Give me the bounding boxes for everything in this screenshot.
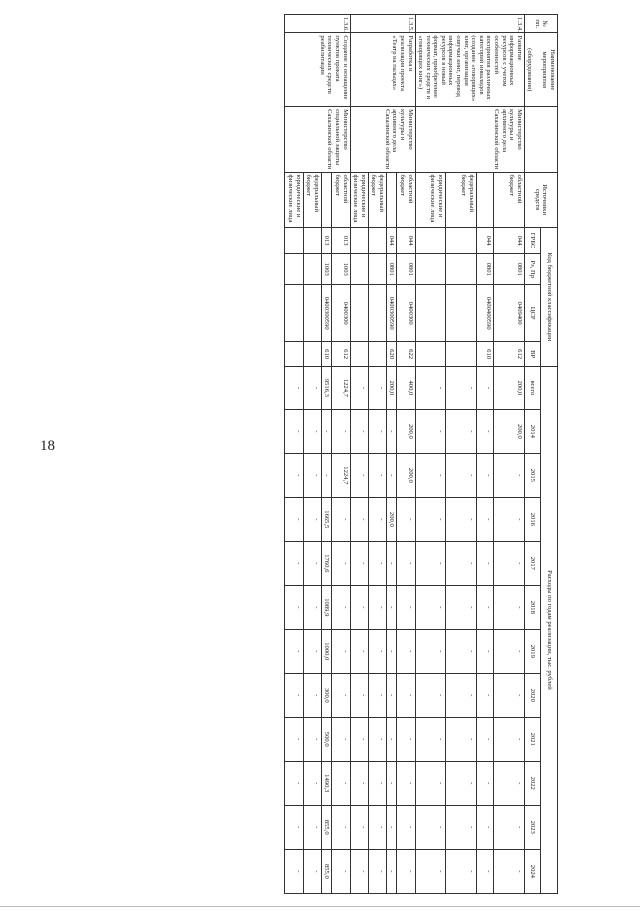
cell-expense-value: - bbox=[386, 805, 397, 849]
cell-expense-value: - bbox=[368, 366, 386, 409]
cell-expense-value: 1490,3 bbox=[321, 761, 332, 805]
cell-expense-value: 1224,7 bbox=[332, 453, 350, 497]
cell-expense-value: - bbox=[446, 366, 476, 409]
cell-csr bbox=[415, 285, 445, 342]
cell-vr bbox=[415, 342, 445, 367]
cell-expense-value: - bbox=[397, 717, 415, 761]
cell-rz-pr: 0801 bbox=[476, 254, 494, 285]
cell-expense-value: - bbox=[397, 805, 415, 849]
cell-expense-value: - bbox=[350, 366, 368, 409]
cell-grbs: 044 bbox=[476, 227, 494, 254]
cell-expense-value: - bbox=[446, 849, 476, 893]
cell-rz-pr: 1003 bbox=[332, 254, 350, 285]
cell-expense-value: - bbox=[476, 849, 494, 893]
cell-expense-value: - bbox=[494, 453, 524, 497]
cell-csr bbox=[368, 285, 386, 342]
cell-expense-value: - bbox=[386, 541, 397, 585]
cell-grbs: 013 bbox=[332, 227, 350, 254]
cell-expense-value: - bbox=[368, 761, 386, 805]
item-name: Развитие информационных ресурсов с учетом особенностей восприятия различных категорий инвалидов (создание «говорящих» книг, организация озвучки книг, перевод информационных ресурсов в новый формат, приобретение технических средств и «говорящих книг») bbox=[415, 33, 524, 107]
cell-expense-value: - bbox=[446, 673, 476, 717]
cell-expense-value: - bbox=[332, 849, 350, 893]
cell-expense-value: - bbox=[285, 849, 303, 893]
cell-expense-value: - bbox=[386, 849, 397, 893]
cell-grbs bbox=[303, 227, 321, 254]
cell-expense-value: - bbox=[476, 673, 494, 717]
cell-expense-value: - bbox=[368, 585, 386, 629]
cell-expense-value: - bbox=[415, 497, 445, 541]
cell-expense-value: - bbox=[415, 805, 445, 849]
cell-expense-value: - bbox=[332, 673, 350, 717]
cell-expense-value: - bbox=[415, 453, 445, 497]
table-row bbox=[332, 15, 350, 894]
page-number: 18 bbox=[40, 438, 55, 454]
cell-source bbox=[386, 172, 397, 227]
cell-expense-value: - bbox=[350, 673, 368, 717]
cell-expense-value: - bbox=[303, 409, 321, 453]
cell-expense-value: - bbox=[386, 585, 397, 629]
table-row bbox=[494, 15, 524, 894]
cell-expense-value: - bbox=[476, 629, 494, 673]
cell-rz-pr: 0801 bbox=[386, 254, 397, 285]
cell-grbs: 044 bbox=[494, 227, 524, 254]
cell-expense-value: - bbox=[494, 497, 524, 541]
header-kbk-col: ГРБС bbox=[524, 227, 541, 254]
cell-expense-value: - bbox=[303, 805, 321, 849]
scan-edge-line bbox=[0, 906, 640, 907]
cell-vr: 620 bbox=[386, 342, 397, 367]
cell-expense-value: - bbox=[303, 629, 321, 673]
cell-expense-value: - bbox=[285, 409, 303, 453]
cell-expense-value: - bbox=[350, 629, 368, 673]
cell-expense-value: - bbox=[446, 717, 476, 761]
cell-expense-value: - bbox=[415, 585, 445, 629]
header-expenses: Расходы по годам реализации, тыс. рублей bbox=[541, 366, 558, 893]
cell-expense-value: - bbox=[321, 409, 332, 453]
cell-expense-value: - bbox=[397, 585, 415, 629]
header-year-col: 2017 bbox=[524, 541, 541, 585]
cell-expense-value: - bbox=[285, 805, 303, 849]
item-number: 1.3.5. bbox=[350, 15, 415, 33]
header-year-col: 2019 bbox=[524, 629, 541, 673]
cell-expense-value: - bbox=[386, 409, 397, 453]
cell-expense-value: - bbox=[446, 497, 476, 541]
cell-expense-value: - bbox=[350, 805, 368, 849]
cell-rz-pr bbox=[350, 254, 368, 285]
cell-expense-value: 200,0 bbox=[386, 497, 397, 541]
cell-expense-value: - bbox=[397, 629, 415, 673]
cell-expense-value: - bbox=[415, 366, 445, 409]
header-kbk-col: ЦСР bbox=[524, 285, 541, 342]
item-responsible: Министерство культуры и архивного дела Сахалинской области bbox=[350, 107, 415, 172]
cell-expense-value: - bbox=[446, 541, 476, 585]
item-responsible: Министерство культуры и архивного дела Сахалинской области bbox=[415, 107, 524, 172]
header-year-col: 2022 bbox=[524, 761, 541, 805]
cell-expense-value: 200,0 bbox=[397, 409, 415, 453]
cell-expense-value: - bbox=[446, 761, 476, 805]
cell-source: областной бюджет bbox=[332, 172, 350, 227]
cell-expense-value: - bbox=[386, 673, 397, 717]
cell-expense-value: - bbox=[350, 585, 368, 629]
cell-expense-value: - bbox=[446, 409, 476, 453]
cell-rz-pr: 0801 bbox=[494, 254, 524, 285]
cell-expense-value: - bbox=[386, 629, 397, 673]
cell-expense-value: - bbox=[303, 849, 321, 893]
cell-expense-value: - bbox=[285, 717, 303, 761]
cell-grbs bbox=[350, 227, 368, 254]
cell-expense-value: - bbox=[368, 409, 386, 453]
cell-expense-value: - bbox=[415, 717, 445, 761]
header-responsible bbox=[524, 107, 557, 172]
cell-expense-value: - bbox=[303, 717, 321, 761]
header-year-col: 2023 bbox=[524, 805, 541, 849]
cell-expense-value: - bbox=[285, 497, 303, 541]
cell-expense-value: - bbox=[332, 497, 350, 541]
cell-vr: 612 bbox=[332, 342, 350, 367]
cell-source: областной бюджет bbox=[397, 172, 415, 227]
cell-expense-value: - bbox=[350, 541, 368, 585]
cell-grbs: 044 bbox=[386, 227, 397, 254]
cell-vr bbox=[368, 342, 386, 367]
cell-expense-value: - bbox=[368, 629, 386, 673]
item-name: Разработка и реализация проекта «Театр на пальцах» bbox=[350, 33, 415, 107]
cell-expense-value: 400,0 bbox=[397, 366, 415, 409]
cell-csr bbox=[285, 285, 303, 342]
cell-expense-value: - bbox=[303, 541, 321, 585]
cell-source: юридические и физические лица bbox=[350, 172, 368, 227]
cell-rz-pr bbox=[368, 254, 386, 285]
cell-expense-value: - bbox=[303, 366, 321, 409]
cell-expense-value: - bbox=[368, 673, 386, 717]
header-kbk: Код бюджетной классификации bbox=[541, 227, 558, 366]
cell-expense-value: - bbox=[321, 453, 332, 497]
cell-csr bbox=[303, 285, 321, 342]
cell-csr: 0400300 bbox=[397, 285, 415, 342]
cell-expense-value: - bbox=[476, 497, 494, 541]
cell-csr: 0409400 bbox=[494, 285, 524, 342]
cell-expense-value: - bbox=[368, 453, 386, 497]
cell-rz-pr bbox=[285, 254, 303, 285]
header-kbk-col: ВР bbox=[524, 342, 541, 367]
cell-source bbox=[476, 172, 494, 227]
cell-expense-value: - bbox=[386, 453, 397, 497]
cell-csr: 0400400590 bbox=[476, 285, 494, 342]
cell-expense-value: - bbox=[350, 717, 368, 761]
cell-expense-value: - bbox=[350, 849, 368, 893]
cell-source: юридические и физические лица bbox=[285, 172, 303, 227]
cell-expense-value: 1089,9 bbox=[321, 585, 332, 629]
cell-expense-value: 200,0 bbox=[494, 366, 524, 409]
cell-expense-value: 1224,7 bbox=[332, 366, 350, 409]
item-responsible: Министерство социальной защиты Сахалинской области bbox=[285, 107, 350, 172]
cell-expense-value: - bbox=[494, 849, 524, 893]
cell-expense-value: - bbox=[397, 849, 415, 893]
cell-expense-value: - bbox=[303, 585, 321, 629]
cell-expense-value: - bbox=[397, 541, 415, 585]
cell-expense-value: - bbox=[285, 453, 303, 497]
cell-expense-value: 855,0 bbox=[321, 849, 332, 893]
cell-expense-value: - bbox=[303, 453, 321, 497]
cell-expense-value: - bbox=[415, 629, 445, 673]
cell-expense-value: - bbox=[303, 497, 321, 541]
cell-expense-value: - bbox=[494, 629, 524, 673]
cell-expense-value: - bbox=[368, 849, 386, 893]
table-body bbox=[285, 15, 524, 894]
cell-expense-value: - bbox=[415, 673, 445, 717]
cell-expense-value: - bbox=[285, 585, 303, 629]
cell-expense-value: - bbox=[446, 585, 476, 629]
cell-expense-value: - bbox=[397, 673, 415, 717]
cell-vr: 610 bbox=[476, 342, 494, 367]
rotated-table-container bbox=[58, 14, 558, 894]
cell-expense-value: - bbox=[494, 805, 524, 849]
header-year-col: 2021 bbox=[524, 717, 541, 761]
header-name: Наименование мероприятия (оборудования) bbox=[524, 33, 557, 107]
cell-expense-value: 1665,5 bbox=[321, 497, 332, 541]
cell-expense-value: - bbox=[446, 453, 476, 497]
header-year-col: 2016 bbox=[524, 497, 541, 541]
header-row-1 bbox=[541, 15, 558, 894]
header-year-col: 2014 bbox=[524, 409, 541, 453]
cell-expense-value: 300,0 bbox=[321, 673, 332, 717]
cell-expense-value: 855,0 bbox=[321, 805, 332, 849]
cell-expense-value: - bbox=[303, 673, 321, 717]
cell-expense-value: - bbox=[368, 717, 386, 761]
cell-expense-value: - bbox=[285, 629, 303, 673]
cell-expense-value: - bbox=[332, 409, 350, 453]
cell-expense-value: - bbox=[476, 585, 494, 629]
cell-vr: 612 bbox=[494, 342, 524, 367]
header-year-col: 2015 bbox=[524, 453, 541, 497]
cell-grbs bbox=[415, 227, 445, 254]
cell-vr bbox=[446, 342, 476, 367]
cell-expense-value: - bbox=[415, 409, 445, 453]
cell-expense-value: - bbox=[397, 761, 415, 805]
cell-expense-value: - bbox=[476, 409, 494, 453]
cell-rz-pr: 0801 bbox=[397, 254, 415, 285]
cell-csr bbox=[350, 285, 368, 342]
cell-expense-value: - bbox=[494, 673, 524, 717]
cell-expense-value: - bbox=[446, 629, 476, 673]
cell-expense-value: - bbox=[476, 453, 494, 497]
cell-rz-pr bbox=[446, 254, 476, 285]
item-number: 1.3.4. bbox=[415, 15, 524, 33]
cell-vr: 622 bbox=[397, 342, 415, 367]
cell-expense-value: - bbox=[368, 497, 386, 541]
cell-source: федеральный бюджет bbox=[446, 172, 476, 227]
cell-expense-value: - bbox=[415, 849, 445, 893]
cell-expense-value: - bbox=[368, 805, 386, 849]
cell-rz-pr bbox=[303, 254, 321, 285]
cell-expense-value: 1760,6 bbox=[321, 541, 332, 585]
cell-expense-value: - bbox=[332, 629, 350, 673]
cell-expense-value: - bbox=[285, 673, 303, 717]
cell-expense-value: - bbox=[386, 717, 397, 761]
header-year-col: всего bbox=[524, 366, 541, 409]
cell-expense-value: - bbox=[332, 761, 350, 805]
cell-vr bbox=[285, 342, 303, 367]
header-num: № пп. bbox=[524, 15, 557, 33]
cell-expense-value: - bbox=[285, 541, 303, 585]
cell-expense-value: - bbox=[415, 761, 445, 805]
cell-source: юридические и физические лица bbox=[415, 172, 445, 227]
cell-source: областной бюджет bbox=[494, 172, 524, 227]
item-number: 1.3.6. bbox=[285, 15, 350, 33]
cell-grbs: 044 bbox=[397, 227, 415, 254]
cell-expense-value: - bbox=[415, 541, 445, 585]
cell-rz-pr: 1003 bbox=[321, 254, 332, 285]
cell-expense-value: - bbox=[397, 497, 415, 541]
cell-vr bbox=[350, 342, 368, 367]
cell-expense-value: - bbox=[494, 761, 524, 805]
cell-expense-value: - bbox=[494, 717, 524, 761]
cell-expense-value: - bbox=[350, 497, 368, 541]
cell-expense-value: - bbox=[332, 585, 350, 629]
cell-expense-value: 9516,3 bbox=[321, 366, 332, 409]
cell-expense-value: - bbox=[332, 805, 350, 849]
cell-expense-value: - bbox=[494, 541, 524, 585]
cell-csr: 0400300590 bbox=[321, 285, 332, 342]
cell-rz-pr bbox=[415, 254, 445, 285]
cell-grbs: 013 bbox=[321, 227, 332, 254]
cell-expense-value: - bbox=[494, 585, 524, 629]
cell-source bbox=[321, 172, 332, 227]
header-year-col: 2018 bbox=[524, 585, 541, 629]
cell-expense-value: - bbox=[446, 805, 476, 849]
cell-grbs bbox=[285, 227, 303, 254]
cell-grbs bbox=[368, 227, 386, 254]
cell-expense-value: - bbox=[350, 409, 368, 453]
cell-expense-value: - bbox=[285, 366, 303, 409]
cell-expense-value: - bbox=[476, 805, 494, 849]
cell-expense-value: - bbox=[285, 761, 303, 805]
budget-table bbox=[285, 14, 559, 894]
header-year-col: 2020 bbox=[524, 673, 541, 717]
cell-expense-value: - bbox=[476, 717, 494, 761]
cell-expense-value: - bbox=[476, 366, 494, 409]
cell-csr bbox=[446, 285, 476, 342]
header-kbk-col: Рз, Пр bbox=[524, 254, 541, 285]
header-year-col: 2024 bbox=[524, 849, 541, 893]
cell-expense-value: - bbox=[386, 761, 397, 805]
cell-expense-value: - bbox=[332, 541, 350, 585]
cell-expense-value: 500,0 bbox=[321, 717, 332, 761]
cell-csr: 0400300590 bbox=[386, 285, 397, 342]
cell-expense-value: - bbox=[350, 453, 368, 497]
cell-expense-value: 1000,0 bbox=[321, 629, 332, 673]
item-name: Создание и оснащение пунктов проката технических средств реабилитации bbox=[285, 33, 350, 107]
cell-csr: 0400300 bbox=[332, 285, 350, 342]
cell-expense-value: - bbox=[332, 717, 350, 761]
cell-expense-value: - bbox=[350, 761, 368, 805]
table-row bbox=[397, 15, 415, 894]
cell-expense-value: 200,0 bbox=[397, 453, 415, 497]
cell-expense-value: 200,0 bbox=[386, 366, 397, 409]
cell-expense-value: - bbox=[303, 761, 321, 805]
cell-source: федеральный бюджет bbox=[303, 172, 321, 227]
cell-expense-value: - bbox=[476, 541, 494, 585]
cell-vr bbox=[303, 342, 321, 367]
header-source: Источники средств bbox=[524, 172, 557, 227]
cell-expense-value: - bbox=[476, 761, 494, 805]
cell-expense-value: 200,0 bbox=[494, 409, 524, 453]
cell-vr: 610 bbox=[321, 342, 332, 367]
cell-grbs bbox=[446, 227, 476, 254]
cell-source: федеральный бюджет bbox=[368, 172, 386, 227]
cell-expense-value: - bbox=[368, 541, 386, 585]
